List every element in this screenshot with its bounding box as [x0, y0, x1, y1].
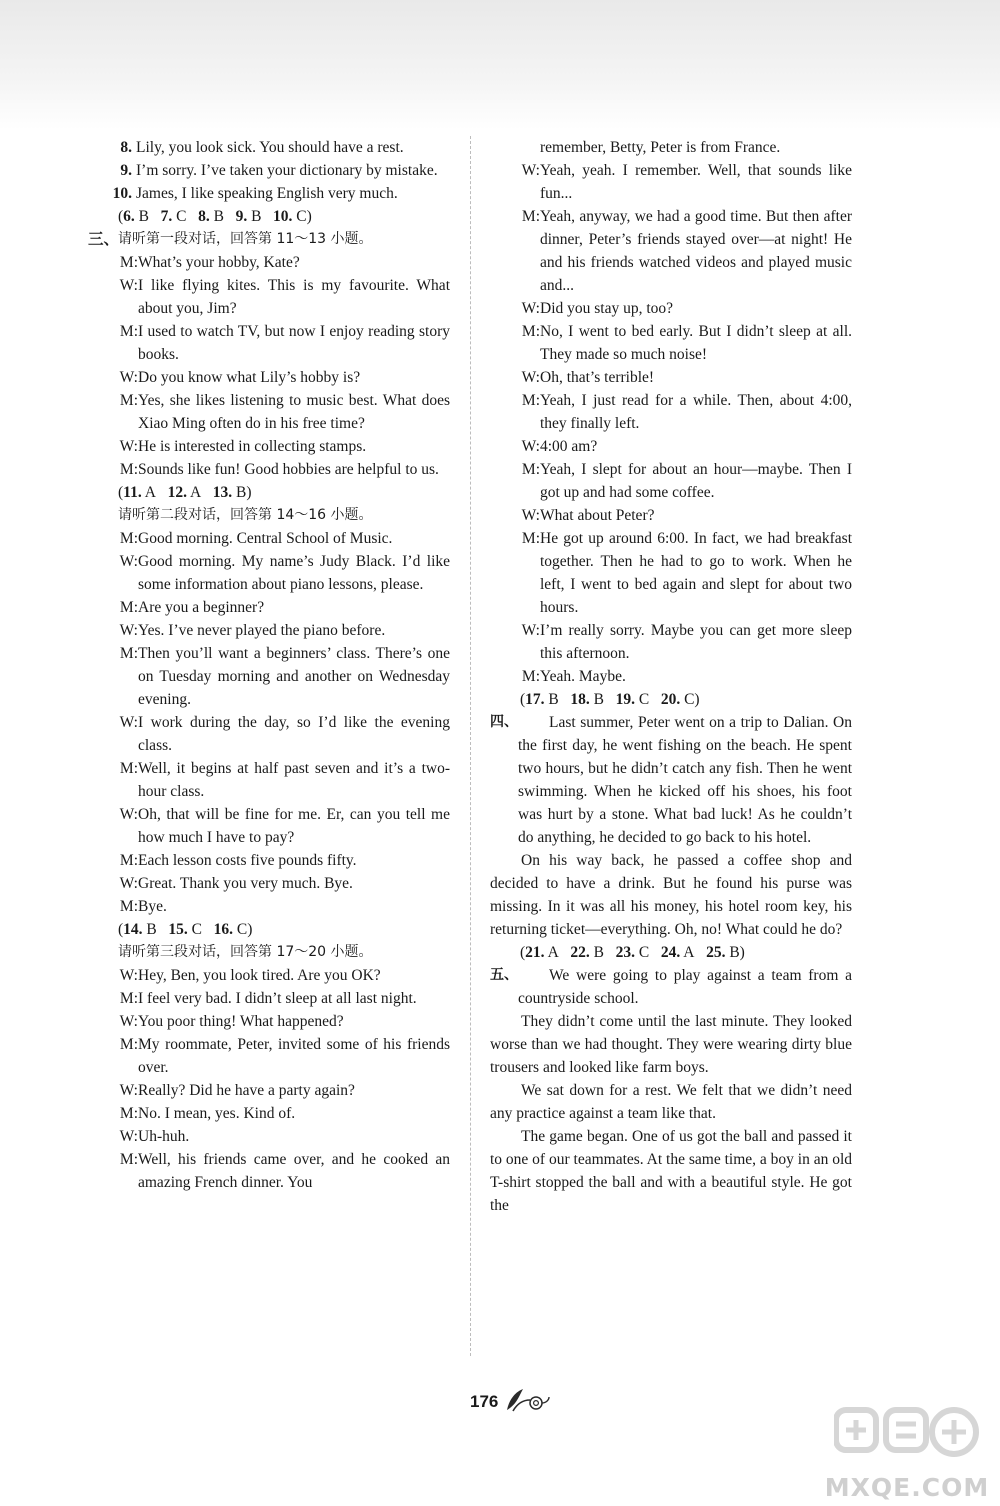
speaker-label: M:	[119, 1105, 138, 1122]
dialogue-line	[88, 1125, 450, 1148]
dialogue-line	[88, 435, 450, 458]
section-5-passage	[518, 964, 852, 1010]
dialogue-text: What’s your hobby, Kate?	[138, 254, 300, 271]
answer-letter: A	[683, 944, 695, 961]
dialogue-text: No. I mean, yes. Kind of.	[138, 1105, 296, 1122]
dialogue-line	[490, 297, 852, 320]
speaker-label: W:	[119, 438, 138, 455]
answer-key-11-13: (11. A 12. A 13. B)	[118, 484, 252, 501]
answer-number: 14.	[123, 921, 143, 938]
dialogue-text: Yes, she likes listening to music best. What does Xiao Ming often do in his free time?	[138, 392, 450, 432]
left-column	[88, 136, 450, 1194]
answer-number: 16.	[213, 921, 233, 938]
section-5	[490, 964, 852, 1010]
dialogue-text: Oh, that will be fine for me. Er, can you tell me how much I have to pay?	[138, 806, 450, 846]
dialogue-text: My roommate, Peter, invited some of his friends over.	[138, 1036, 450, 1076]
answer-key-21-25: (21. A 22. B 23. C 24. A 25. B)	[520, 944, 745, 961]
answer-letter: C	[191, 921, 202, 938]
dialogue-line	[88, 1148, 450, 1194]
dialogue-text: Bye.	[138, 898, 167, 915]
question-text: James, I like speaking English very much.	[136, 185, 398, 202]
page-top-shadow	[0, 0, 1000, 130]
dialogue-line	[490, 619, 852, 665]
passage-paragraph: We were going to play against a team from a countryside school.	[518, 967, 852, 1007]
section-instruction: 请听第一段对话，回答第 11～13 小题。	[118, 231, 373, 247]
speaker-label: W:	[119, 806, 138, 823]
answer-letter: C	[236, 921, 248, 938]
dialogue-continuation	[490, 136, 852, 159]
dialogue-text: Did you stay up, too?	[540, 300, 674, 317]
question-text: I’m sorry. I’ve taken your dictionary by mistake.	[136, 162, 438, 179]
speaker-label: W:	[119, 714, 138, 731]
dialogue-line	[88, 619, 450, 642]
dialogue-text: Yeah, yeah. I remember. Well, that sounds like fun...	[540, 162, 852, 202]
answer-letter: B	[213, 208, 224, 225]
speaker-label: W:	[521, 438, 540, 455]
section-3-heading	[88, 228, 450, 251]
speaker-label: M:	[119, 461, 138, 478]
answer-number: 12.	[167, 484, 187, 501]
site-watermark	[822, 1402, 992, 1502]
dialogue-line	[88, 458, 450, 481]
dialogue-text: Uh-huh.	[138, 1128, 190, 1145]
speaker-label: W:	[119, 553, 138, 570]
answer-letter: B	[593, 691, 604, 708]
dialogue-text: He is interested in collecting stamps.	[138, 438, 367, 455]
dialogue-text: Well, it begins at half past seven and it’s a two-hour class.	[138, 760, 450, 800]
section-5-passage-cont	[490, 1010, 852, 1217]
answer-letter: B	[146, 921, 157, 938]
answer-number: 11.	[123, 484, 142, 501]
speaker-label: W:	[119, 622, 138, 639]
speaker-label: M:	[119, 645, 138, 662]
speaker-label: W:	[521, 300, 540, 317]
speaker-label: W:	[119, 277, 138, 294]
answer-number: 8.	[198, 208, 210, 225]
dialogue-text: Sounds like fun! Good hobbies are helpful to us.	[138, 461, 439, 478]
dialogue-text: Hey, Ben, you look tired. Are you OK?	[138, 967, 381, 984]
answer-letter: C	[638, 691, 650, 708]
dialogue-text: Yeah. Maybe.	[540, 668, 626, 685]
dialogue-text: I work during the day, so I’d like the evening class.	[138, 714, 450, 754]
dialogue-text: Yeah, anyway, we had a good time. But then after dinner, Peter’s friends stayed over—at night! He and his friends watched videos and played music and...	[540, 208, 852, 294]
answer-number: 25.	[706, 944, 726, 961]
answer-number: 20.	[660, 691, 681, 708]
dialogue-line	[88, 757, 450, 803]
passage-paragraph: On his way back, he passed a coffee shop and decided to have a drink. But he found his purse was missing. In it was all his money, his hotel room key, his returning ticket—everything. Oh, no! What could he do?	[490, 852, 852, 938]
dialogue-2	[88, 527, 450, 918]
answer-number: 17.	[525, 691, 545, 708]
dialogue-line	[490, 435, 852, 458]
speaker-label: W:	[521, 507, 540, 524]
section-4-passage-cont	[490, 849, 852, 941]
dialogue-text: I’m really sorry. Maybe you can get more sleep this afternoon.	[540, 622, 852, 662]
answer-key-6-10: (6. B 7. C 8. B 9. B 10. C)	[118, 208, 312, 225]
answer-letter: C	[638, 944, 650, 961]
speaker-label: M:	[521, 392, 540, 409]
dialogue-text: You poor thing! What happened?	[138, 1013, 344, 1030]
answer-number: 21.	[525, 944, 545, 961]
dialogue-text: Are you a beginner?	[138, 599, 265, 616]
question-text: Lily, you look sick. You should have a rest.	[136, 139, 404, 156]
section-marker: 三、	[88, 231, 120, 248]
speaker-label: M:	[119, 599, 138, 616]
dialogue-text: No, I went to bed early. But I didn’t sleep at all. They made so much noise!	[540, 323, 852, 363]
watermark-text: MXQE.COM	[824, 1473, 990, 1502]
answer-stamp-logo	[834, 1402, 980, 1468]
dialogue-line	[88, 872, 450, 895]
answer-number: 23.	[615, 944, 635, 961]
dialogue-text: I like flying kites. This is my favourite. What about you, Jim?	[138, 277, 450, 317]
speaker-label: M:	[521, 668, 540, 685]
dialogue-text: Then you’ll want a beginners’ class. There’s one on Tuesday morning and another on Wednesday evening.	[138, 645, 450, 708]
speaker-label: M:	[119, 1036, 138, 1053]
speaker-placeholder	[490, 136, 540, 159]
dialogue-line	[88, 550, 450, 596]
page-number: 176	[470, 1392, 499, 1411]
dialogue-line	[88, 389, 450, 435]
dialogue-line	[88, 803, 450, 849]
dialogue-text: Great. Thank you very much. Bye.	[138, 875, 353, 892]
dialogue-text: Yeah, I just read for a while. Then, about 4:00, they finally left.	[540, 392, 852, 432]
dialogue-line	[88, 596, 450, 619]
answer-number: 9.	[235, 208, 248, 225]
dialogue-line	[490, 504, 852, 527]
speaker-label: M:	[119, 254, 138, 271]
right-column	[490, 136, 852, 1217]
dialogue-text: Good morning. My name’s Judy Black. I’d like some information about piano lessons, please.	[138, 553, 450, 593]
answer-letter: A	[144, 484, 156, 501]
dialogue-line	[88, 987, 450, 1010]
dialogue-line	[490, 665, 852, 688]
dialogue-text: Good morning. Central School of Music.	[138, 530, 393, 547]
question-number: 8.	[120, 139, 132, 156]
speaker-label: W:	[119, 369, 138, 386]
speaker-label: W:	[119, 1013, 138, 1030]
speaker-label: W:	[521, 622, 540, 639]
dialogue-line	[88, 527, 450, 550]
dialogue-line	[88, 711, 450, 757]
section-4	[490, 711, 852, 849]
answer-letter: B	[593, 944, 604, 961]
answer-letter: A	[547, 944, 559, 961]
dialogue-line	[88, 1102, 450, 1125]
dialogue-line	[490, 366, 852, 389]
answer-number: 13.	[212, 484, 233, 501]
question-10	[88, 182, 450, 205]
dialogue-line	[88, 274, 450, 320]
speaker-label: W:	[119, 875, 138, 892]
answer-key-17-20: (17. B 18. B 19. C 20. C)	[520, 691, 700, 708]
question-number: 10.	[112, 185, 132, 202]
speaker-label: M:	[119, 1151, 138, 1168]
dialogue-line	[88, 849, 450, 872]
dialogue-text: Yes. I’ve never played the piano before.	[138, 622, 386, 639]
dialogue-1	[88, 251, 450, 481]
dialogue-text: Really? Did he have a party again?	[138, 1082, 355, 1099]
dialogue-3-continued	[490, 159, 852, 688]
answer-letter: B	[251, 208, 262, 225]
dialogue-line	[88, 251, 450, 274]
speaker-label: M:	[119, 852, 138, 869]
dialogue-line	[88, 320, 450, 366]
dialogue-text: I feel very bad. I didn’t sleep at all last night.	[138, 990, 417, 1007]
passage-paragraph: We sat down for a rest. We felt that we didn’t need any practice against a team like that.	[490, 1082, 852, 1122]
dialogue-line	[490, 159, 852, 205]
column-divider	[470, 136, 471, 1356]
dialogue-text: Do you know what Lily’s hobby is?	[138, 369, 361, 386]
answer-number: 7.	[160, 208, 173, 225]
answer-number: 18.	[570, 691, 590, 708]
passage-paragraph: The game began. One of us got the ball and passed it to one of our teammates. At the same time, a boy in an old T-shirt stopped the ball and with a beautiful style. He got the	[490, 1128, 853, 1214]
speaker-label: M:	[119, 392, 138, 409]
dialogue-3	[88, 964, 450, 1194]
answer-letter: C	[296, 208, 307, 225]
dialogue-line	[490, 527, 852, 619]
dialogue-line	[88, 366, 450, 389]
dialogue-text: 4:00 am?	[540, 438, 598, 455]
speaker-label: W:	[119, 967, 138, 984]
answer-letter: B	[236, 484, 247, 501]
passage-paragraph: They didn’t come until the last minute. They looked worse than we had thought. They were wearing dirty blue trousers and looked like farm boys.	[490, 1013, 852, 1076]
dialogue-line	[88, 964, 450, 987]
answer-number: 15.	[168, 921, 188, 938]
speaker-label: M:	[119, 760, 138, 777]
passage-paragraph: Last summer, Peter went on a trip to Dalian. On the first day, he went fishing on the beach. He spent two hours, but he didn’t catch any fish. Then he went swimming. When he kicked off his shoes, his foot was hurt by a stone. What bad luck! As he couldn’t do anything, he decided to go back to his hotel.	[518, 714, 852, 846]
question-8	[88, 136, 450, 159]
answer-number: 10.	[273, 208, 293, 225]
question-number: 9.	[120, 162, 132, 179]
dialogue-line	[88, 1033, 450, 1079]
leaf-swirl-icon	[503, 1386, 553, 1419]
question-9	[88, 159, 450, 182]
answer-letter: B	[729, 944, 740, 961]
section-4-passage	[518, 711, 852, 849]
answer-number: 6.	[123, 208, 135, 225]
dialogue-line	[88, 1010, 450, 1033]
dialogue-line	[88, 1079, 450, 1102]
dialogue-line	[490, 389, 852, 435]
dialogue-line	[490, 205, 852, 297]
speaker-label: W:	[521, 369, 540, 386]
dialogue-line	[88, 642, 450, 711]
dialogue-text: I used to watch TV, but now I enjoy reading story books.	[138, 323, 450, 363]
speaker-label: W:	[119, 1128, 138, 1145]
speaker-label: M:	[521, 323, 540, 340]
dialogue-text: Oh, that’s terrible!	[540, 369, 655, 386]
answer-key-14-16: (14. B 15. C 16. C)	[118, 921, 253, 938]
speaker-label: M:	[521, 461, 540, 478]
section-marker: 五、	[490, 967, 518, 983]
speaker-label: W:	[521, 162, 540, 179]
answer-number: 22.	[570, 944, 590, 961]
dialogue-text: He got up around 6:00. In fact, we had breakfast together. Then he had to go to work. When he left, I went to bed again and slept for about two hours.	[540, 530, 852, 616]
speaker-label: M:	[119, 530, 138, 547]
answer-letter: A	[189, 484, 202, 501]
answer-number: 19.	[615, 691, 635, 708]
answer-letter: C	[684, 691, 695, 708]
dialogue-text: What about Peter?	[540, 507, 655, 524]
dialogue-line	[88, 895, 450, 918]
dialogue-3-instruction: 请听第三段对话，回答第 17～20 小题。	[118, 944, 373, 960]
dialogue-2-instruction: 请听第二段对话，回答第 14～16 小题。	[118, 507, 373, 523]
dialogue-text: remember, Betty, Peter is from France.	[540, 139, 781, 156]
dialogue-text: Each lesson costs five pounds fifty.	[138, 852, 357, 869]
answer-letter: B	[548, 691, 559, 708]
speaker-label: M:	[521, 208, 540, 225]
answer-letter: C	[176, 208, 187, 225]
speaker-label: M:	[119, 323, 138, 340]
section-marker: 四、	[490, 714, 518, 730]
answer-letter: B	[138, 208, 150, 225]
speaker-label: M:	[521, 530, 540, 547]
dialogue-text: Yeah, I slept for about an hour—maybe. Then I got up and had some coffee.	[540, 461, 852, 501]
dialogue-text: Well, his friends came over, and he cooked an amazing French dinner. You	[138, 1151, 450, 1191]
answer-number: 24.	[660, 944, 681, 961]
speaker-label: M:	[119, 990, 138, 1007]
dialogue-line	[490, 458, 852, 504]
dialogue-line	[490, 320, 852, 366]
speaker-label: W:	[119, 1082, 138, 1099]
speaker-label: M:	[119, 898, 138, 915]
